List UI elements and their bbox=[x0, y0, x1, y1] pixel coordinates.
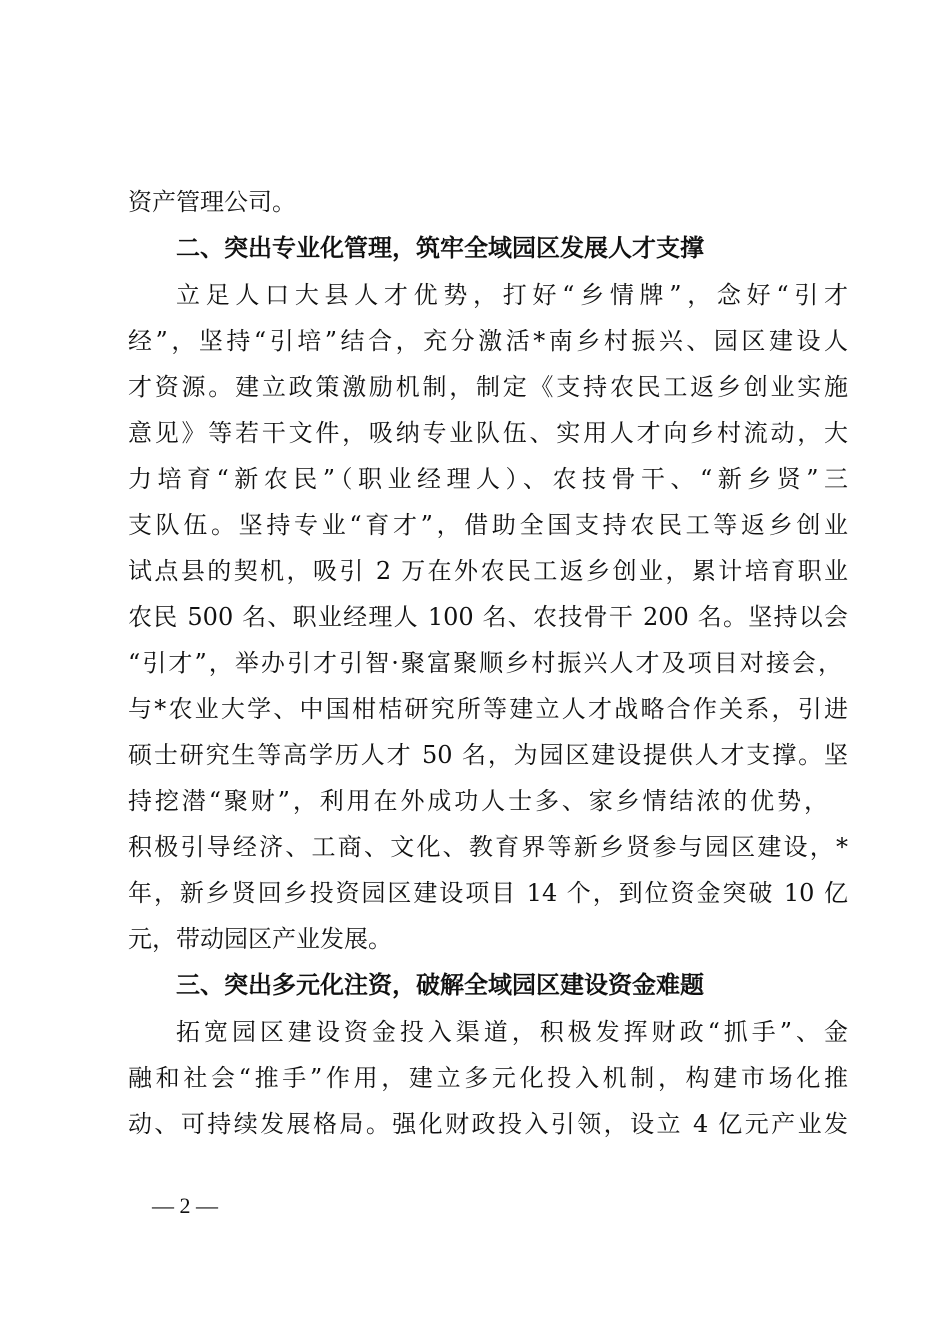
paragraph-line: 与*农业大学、中国柑桔研究所等建立人才战略合作关系，引进 bbox=[128, 695, 848, 723]
paragraph-line: 动、可持续发展格局。强化财政投入引领，设立 4 亿元产业发 bbox=[128, 1110, 848, 1138]
paragraph-line: 融和社会“推手”作用，建立多元化投入机制，构建市场化推 bbox=[128, 1064, 848, 1092]
paragraph-line: 资产管理公司。 bbox=[128, 188, 296, 216]
paragraph-line: 持挖潜“聚财”，利用在外成功人士多、家乡情结浓的优势， bbox=[128, 787, 828, 815]
section-heading-2: 二、突出专业化管理，筑牢全域园区发展人才支撑 bbox=[176, 234, 704, 262]
paragraph-line: 年，新乡贤回乡投资园区建设项目 14 个，到位资金突破 10 亿 bbox=[128, 879, 848, 907]
paragraph-line: 硕士研究生等高学历人才 50 名，为园区建设提供人才支撑。坚 bbox=[128, 741, 848, 769]
paragraph-line: 经”，坚持“引培”结合，充分激活*南乡村振兴、园区建设人 bbox=[128, 327, 848, 355]
paragraph-line: 试点县的契机，吸引 2 万在外农民工返乡创业，累计培育职业 bbox=[128, 557, 848, 585]
paragraph-line: 立足人口大县人才优势，打好“乡情牌”，念好“引才 bbox=[176, 281, 848, 309]
paragraph-line: 才资源。建立政策激励机制，制定《支持农民工返乡创业实施 bbox=[128, 373, 848, 401]
paragraph-line: 意见》等若干文件，吸纳专业队伍、实用人才向乡村流动，大 bbox=[128, 419, 848, 447]
paragraph-line: 积极引导经济、工商、文化、教育界等新乡贤参与园区建设，* bbox=[128, 833, 848, 861]
paragraph-line: 力培育“新农民”（职业经理人）、农技骨干、“新乡贤”三 bbox=[128, 465, 848, 493]
paragraph-line: 支队伍。坚持专业“育才”，借助全国支持农民工等返乡创业 bbox=[128, 511, 848, 539]
paragraph-line: 元，带动园区产业发展。 bbox=[128, 925, 392, 953]
paragraph-line: “引才”，举办引才引智·聚富聚顺乡村振兴人才及项目对接会， bbox=[128, 649, 842, 677]
page-number: — 2 — bbox=[152, 1193, 218, 1218]
paragraph-line: 拓宽园区建设资金投入渠道，积极发挥财政“抓手”、金 bbox=[176, 1018, 848, 1046]
paragraph-line: 农民 500 名、职业经理人 100 名、农技骨干 200 名。坚持以会 bbox=[128, 603, 848, 631]
section-heading-3: 三、突出多元化注资，破解全域园区建设资金难题 bbox=[176, 971, 704, 999]
